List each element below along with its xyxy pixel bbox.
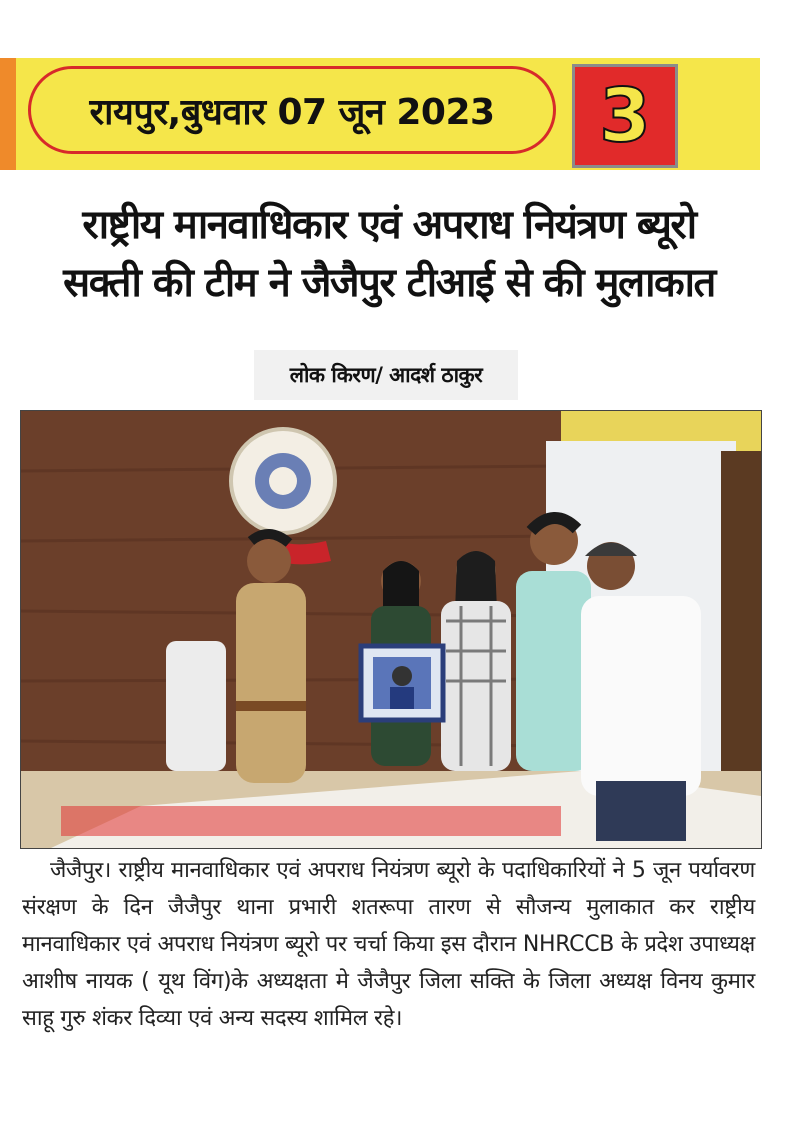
- page-number-box: [572, 64, 678, 168]
- dateline-box: [28, 66, 556, 154]
- photo-illustration: [21, 411, 761, 848]
- article-body: जैजैपुर। राष्ट्रीय मानवाधिकार एवं अपराध नियंत्रण ब्यूरो के पदाधिकारियों ने 5 जून पर्यावरण संरक्षण के दिन जैजैपुर थाना प्रभारी शतरूपा तारण से सौजन्य मुलाकात कर राष्ट्रीय मानवाधिकार एवं अपराध नियंत्रण ब्यूरो पर चर्चा किया इस दौरान NHRCCB के प्रदेश उपाध्यक्ष आशीष नायक ( यूथ विंग)के अध्यक्षता मे जैजैपुर जिला सक्ति के जिला अध्यक्ष विनय कुमार साहू गुरु शंकर दिव्या एवं अन्य सदस्य शामिल रहे।: [22, 858, 755, 1031]
- byline: लोक किरण/ आदर्श ठाकुर: [289, 363, 483, 387]
- byline-box: [254, 350, 518, 400]
- photo-desk-cloth: [61, 806, 561, 836]
- portrait-frame: [361, 646, 443, 720]
- headline-line-1: राष्ट्रीय मानवाधिकार एवं अपराध नियंत्रण ब्यूरो: [82, 202, 696, 248]
- page-number: 3: [599, 73, 651, 159]
- photo-shelf: [721, 451, 761, 791]
- headline-line-2: सक्ती की टीम ने जैजैपुर टीआई से की मुलाकात: [63, 260, 715, 306]
- header-band-edge: [0, 58, 16, 170]
- photo-chair: [166, 641, 226, 771]
- news-photo: [20, 410, 762, 849]
- headline: [18, 196, 760, 312]
- dateline: रायपुर,बुधवार 07 जून 2023: [89, 91, 495, 133]
